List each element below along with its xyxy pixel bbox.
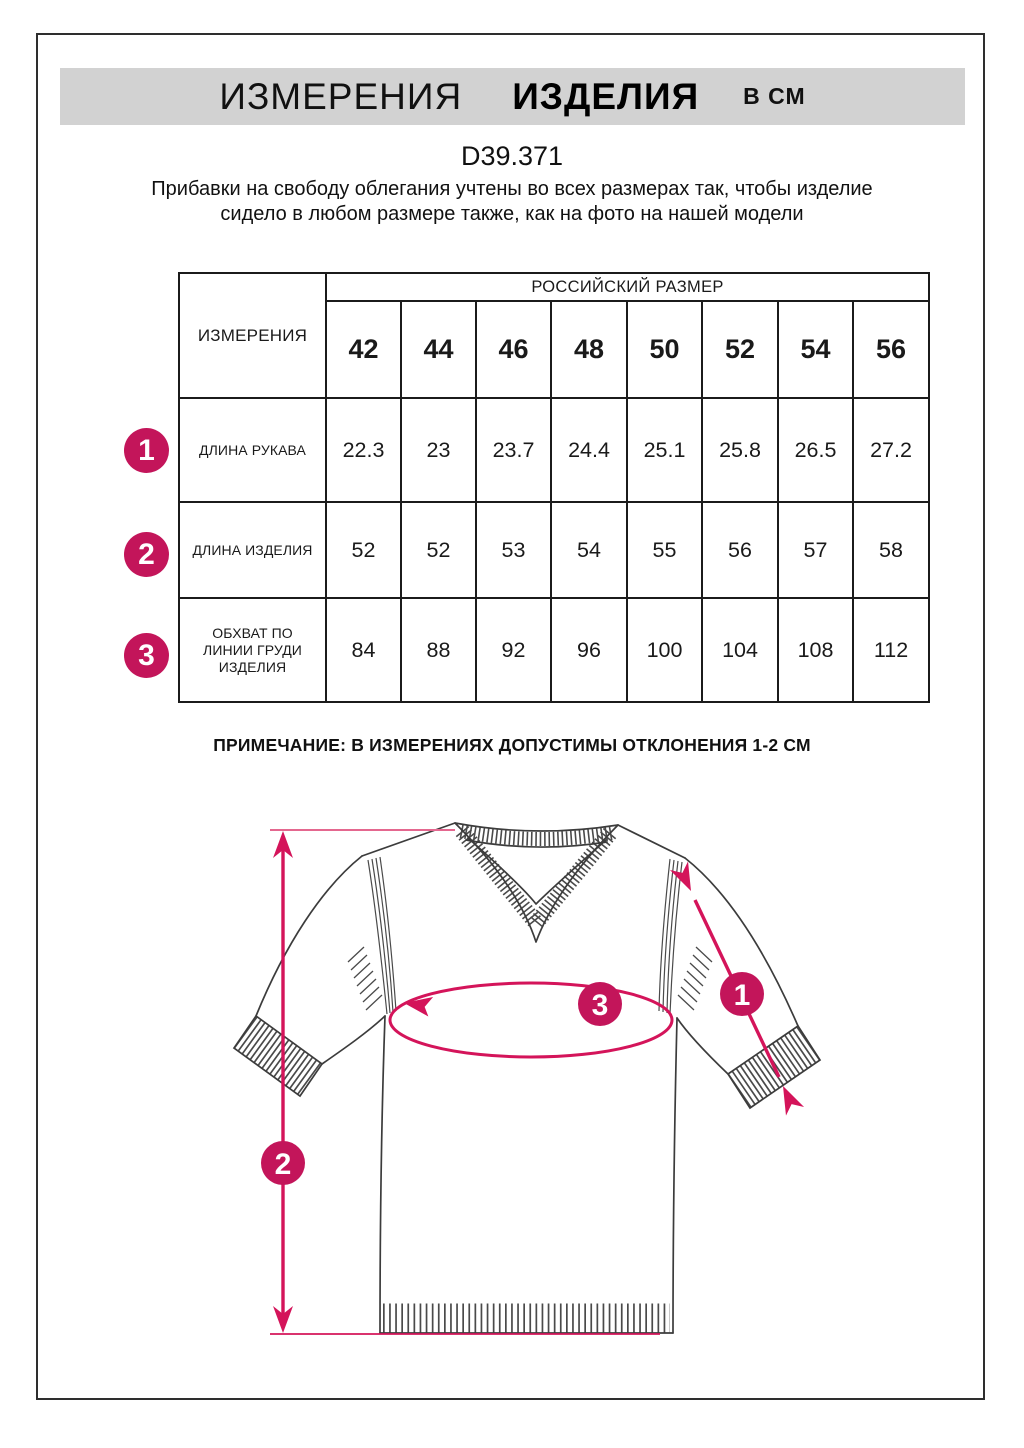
value-cell: 100 (627, 598, 702, 702)
value-cell: 112 (853, 598, 929, 702)
marker-2-number: 2 (274, 1148, 292, 1181)
value-cell: 23 (401, 398, 476, 502)
value-cell: 108 (778, 598, 853, 702)
row-badge-3: 3 (124, 633, 169, 678)
title-banner (60, 68, 965, 125)
value-cell: 96 (551, 598, 627, 702)
value-cell: 26.5 (778, 398, 853, 502)
diagram-marker-1 (720, 972, 764, 1016)
value-cell: 54 (551, 502, 627, 598)
size-cell: 56 (853, 301, 929, 398)
table-row-sleeve-length (179, 398, 929, 502)
size-cell: 52 (702, 301, 778, 398)
value-cell: 52 (401, 502, 476, 598)
group-header-cell: РОССИЙСКИЙ РАЗМЕР (326, 273, 929, 301)
sweater-drawing (234, 823, 820, 1333)
value-cell: 25.1 (627, 398, 702, 502)
value-cell: 57 (778, 502, 853, 598)
row-label: ДЛИНА РУКАВА (179, 398, 326, 502)
row-badge-2: 2 (124, 532, 169, 577)
measurements-table (178, 272, 930, 703)
size-cell: 44 (401, 301, 476, 398)
row-label: ДЛИНА ИЗДЕЛИЯ (179, 502, 326, 598)
size-cell: 46 (476, 301, 551, 398)
value-cell: 92 (476, 598, 551, 702)
diagram-marker-2 (261, 1141, 305, 1185)
value-cell: 25.8 (702, 398, 778, 502)
value-cell: 22.3 (326, 398, 401, 502)
value-cell: 58 (853, 502, 929, 598)
size-cell: 48 (551, 301, 627, 398)
group-header-row (179, 273, 929, 301)
value-cell: 27.2 (853, 398, 929, 502)
article-number: D39.371 (460, 141, 564, 171)
title-unit: В СМ (743, 83, 806, 109)
value-cell: 52 (326, 502, 401, 598)
value-cell: 88 (401, 598, 476, 702)
title-measurements: ИЗМЕРЕНИЯ (219, 75, 463, 117)
tolerance-note: ПРИМЕЧАНИЕ: В ИЗМЕРЕНИЯХ ДОПУСТИМЫ ОТКЛОНЕНИЯ 1-2 СМ (213, 735, 811, 755)
table-row-garment-length (179, 502, 929, 598)
size-cell: 54 (778, 301, 853, 398)
value-cell: 104 (702, 598, 778, 702)
fit-description: Прибавки на свободу облегания учтены во всех размерах так, чтобы изделие сидело в любом размере также, как на фото на нашей модели (151, 178, 873, 225)
value-cell: 53 (476, 502, 551, 598)
value-cell: 56 (702, 502, 778, 598)
garment-fill (234, 823, 820, 1333)
value-cell: 84 (326, 598, 401, 702)
garment-diagram (230, 790, 830, 1405)
table-row-chest-girth (179, 598, 929, 702)
value-cell: 55 (627, 502, 702, 598)
row-label: ОБХВАТ ПО ЛИНИИ ГРУДИ ИЗДЕЛИЯ (179, 598, 326, 702)
size-cell: 50 (627, 301, 702, 398)
value-cell: 24.4 (551, 398, 627, 502)
value-cell: 23.7 (476, 398, 551, 502)
title-product: ИЗДЕЛИЯ (512, 75, 700, 117)
corner-cell: ИЗМЕРЕНИЯ (179, 273, 326, 398)
marker-1-number: 1 (733, 979, 751, 1012)
diagram-marker-3 (578, 982, 622, 1026)
marker-3-number: 3 (591, 989, 609, 1022)
size-cell: 42 (326, 301, 401, 398)
row-badge-1: 1 (124, 428, 169, 473)
